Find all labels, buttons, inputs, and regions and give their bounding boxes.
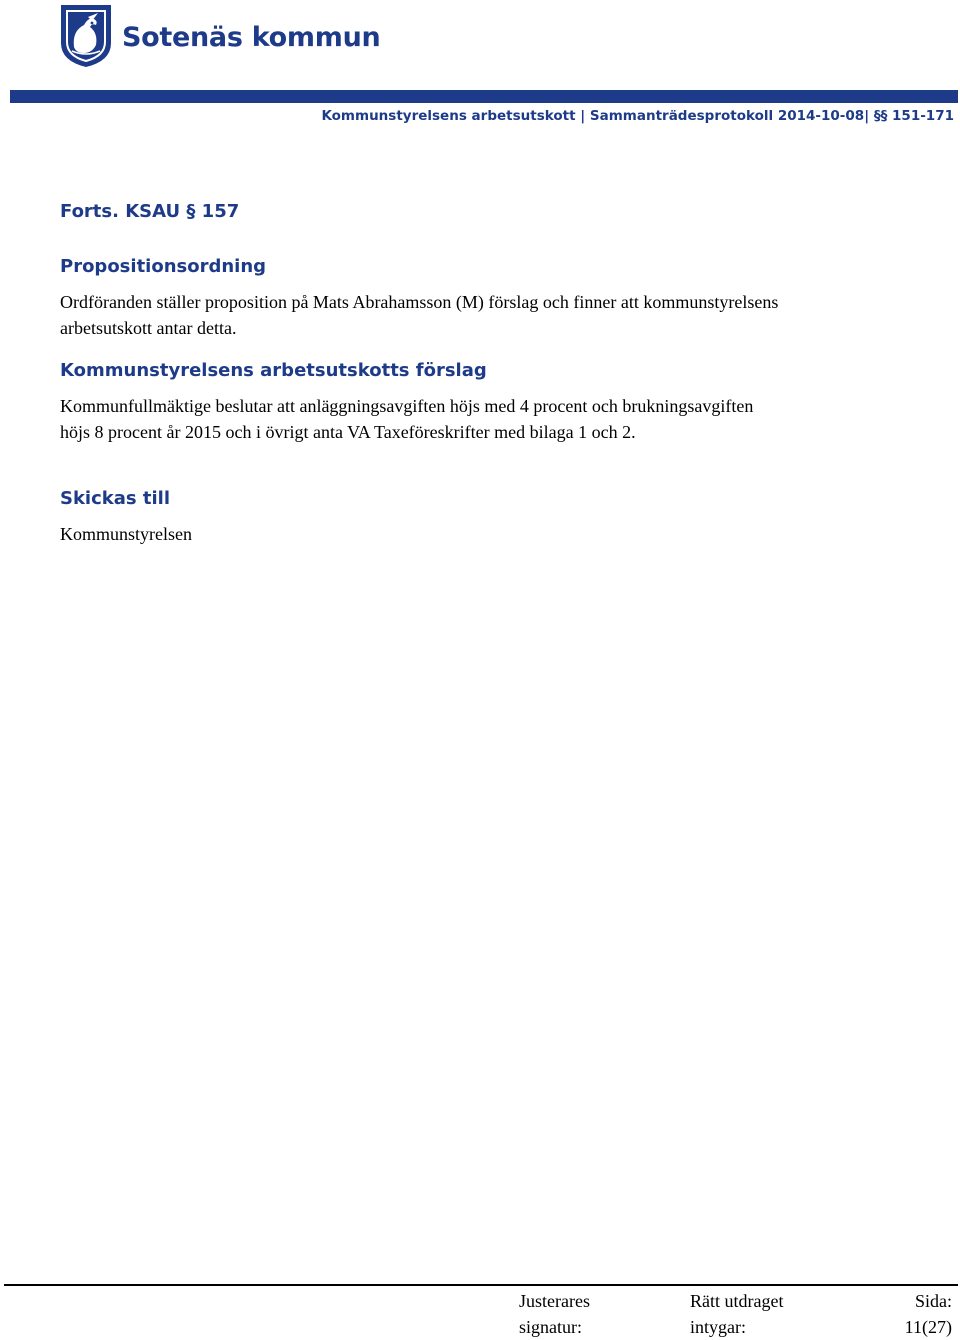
- page-value: 11(27): [904, 1317, 952, 1337]
- sotenas-logo: [58, 3, 380, 69]
- paragraph-range: §§ 151-171: [873, 108, 954, 124]
- meeting-date: 2014-10-08: [777, 108, 865, 124]
- document-header: [321, 108, 954, 124]
- document-type: Sammanträdesprotokoll: [589, 108, 774, 124]
- proposition-text: [60, 289, 940, 341]
- footer-label: intygar:: [690, 1317, 746, 1337]
- ratt-utdraget-intygar: [690, 1288, 783, 1340]
- text-line: höjs 8 procent år 2015 och i övrigt anta VA Taxeföreskrifter med bilaga 1 och 2.: [60, 422, 636, 442]
- page-label: Sida:: [914, 1291, 952, 1311]
- section-title: Forts. KSAU § 157: [60, 201, 240, 222]
- municipal-shield-icon: [58, 3, 114, 69]
- footer-label: Justerares: [519, 1291, 590, 1311]
- footer-label: Rätt utdraget: [690, 1291, 784, 1311]
- text-line: Kommunfullmäktige beslutar att anläggningsavgiften höjs med 4 procent och brukningsavgiften: [60, 396, 754, 416]
- proposition-heading: Propositionsordning: [60, 256, 267, 277]
- header-separator: |: [580, 108, 590, 124]
- committee-name: Kommunstyrelsens arbetsutskott: [321, 108, 576, 124]
- text-line: arbetsutskott antar detta.: [60, 318, 237, 338]
- send-to-heading: Skickas till: [60, 488, 170, 509]
- page-number: [905, 1288, 952, 1340]
- proposal-heading: Kommunstyrelsens arbetsutskotts förslag: [60, 360, 487, 381]
- justerares-signatur: [519, 1288, 590, 1340]
- footer-divider: [4, 1284, 958, 1286]
- footer-label: signatur:: [519, 1317, 582, 1337]
- header-separator: |: [864, 108, 874, 124]
- text-line: Ordföranden ställer proposition på Mats Abrahamsson (M) förslag och finner att kommunstyrelsens: [60, 292, 779, 312]
- header-bar: [10, 90, 958, 103]
- proposal-text: [60, 393, 940, 445]
- send-to-recipient: Kommunstyrelsen: [60, 524, 192, 544]
- logo-wordmark: Sotenäs kommun: [122, 21, 381, 53]
